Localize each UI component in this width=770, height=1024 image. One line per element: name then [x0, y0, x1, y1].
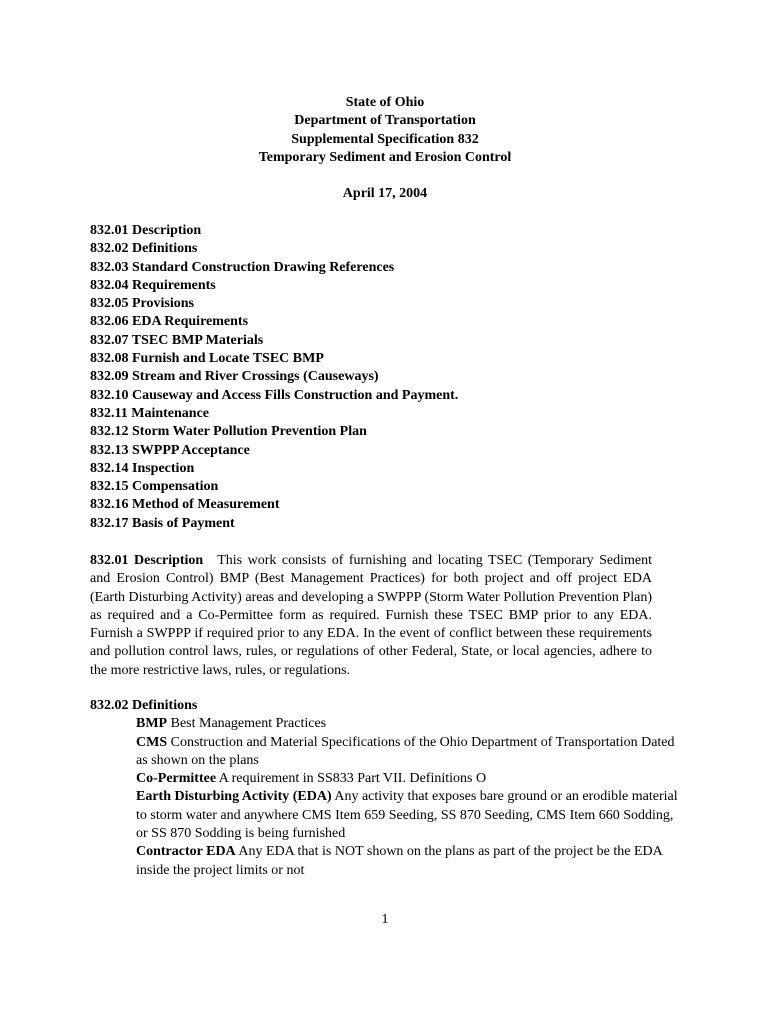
toc-item: 832.17 Basis of Payment [90, 515, 235, 531]
definition-text: Any activity that exposes bare ground or an erodible material to storm water and anywhere CMS Item 659 Seeding, SS 870 Seeding, CMS Item 660 Sodding, or SS 870 Sodding is being furnished [136, 789, 678, 842]
definitions-list [136, 715, 681, 880]
toc-item: 832.13 SWPPP Acceptance [90, 442, 250, 458]
definition-term: Contractor EDA [136, 844, 236, 860]
definition-item [136, 788, 681, 843]
header-date: April 17, 2004 [342, 186, 428, 202]
toc-item: 832.04 Requirements [90, 277, 216, 293]
definition-item [136, 843, 681, 880]
definition-term: BMP [136, 716, 168, 732]
definition-term: CMS [136, 734, 168, 750]
page-number: 1 [381, 912, 389, 927]
definition-item [136, 734, 681, 771]
toc-item: 832.09 Stream and River Crossings (Causeways) [90, 369, 379, 385]
header-title: Temporary Sediment and Erosion Control [258, 149, 512, 165]
toc-item: 832.14 Inspection [90, 460, 195, 476]
toc-item: 832.12 Storm Water Pollution Prevention Plan [90, 424, 367, 440]
definition-text: Best Management Practices [170, 716, 327, 732]
definition-term: Earth Disturbing Activity (EDA) [136, 789, 332, 805]
toc-item: 832.08 Furnish and Locate TSEC BMP [90, 351, 324, 367]
toc-item: 832.02 Definitions [90, 241, 198, 257]
section-description [90, 552, 652, 680]
section-definitions-title: 832.02 Definitions [90, 698, 198, 713]
section-description-body: This work consists of furnishing and locating TSEC (Temporary Sediment and Erosion Control) BMP (Best Management Practices) for both project and off project EDA (Earth Disturbing Activity) areas and developing a SWPPP (Storm Water Pollution Prevention Plan) as required and a Co-Permittee form as required. Furnish these TSEC BMP prior to any EDA. Furnish a SWPPP if required prior to any EDA. In the event of conflict between these requirements and pollution control laws, rules, or regulations of other Federal, State, or local agencies, adhere to the more restrictive laws, rules, or regulations. [90, 553, 652, 678]
definition-item [136, 770, 681, 788]
table-of-contents [90, 222, 690, 533]
header-specification: Supplemental Specification 832 [291, 131, 479, 147]
toc-item: 832.15 Compensation [90, 479, 219, 495]
definition-text: A requirement in SS833 Part VII. Definitions O [218, 771, 487, 787]
toc-item: 832.05 Provisions [90, 296, 194, 312]
definition-item [136, 715, 681, 733]
toc-item: 832.01 Description [90, 223, 202, 238]
header-state: State of Ohio [345, 95, 425, 110]
toc-item: 832.07 TSEC BMP Materials [90, 332, 264, 348]
header-department: Department of Transportation [294, 113, 476, 129]
document-header [0, 94, 770, 203]
toc-item: 832.10 Causeway and Access Fills Construction and Payment. [90, 387, 459, 403]
definition-text: Construction and Material Specifications of the Ohio Department of Transportation Dated as shown on the plans [136, 734, 675, 768]
definition-text: Any EDA that is NOT shown on the plans as part of the project be the EDA inside the project limits or not [136, 844, 662, 878]
toc-item: 832.03 Standard Construction Drawing References [90, 259, 395, 275]
toc-item: 832.16 Method of Measurement [90, 497, 280, 513]
definition-term: Co-Permittee [136, 771, 217, 787]
section-definitions [90, 697, 682, 880]
toc-item: 832.06 EDA Requirements [90, 314, 249, 330]
toc-item: 832.11 Maintenance [90, 405, 209, 421]
section-description-title: 832.01 Description [90, 553, 204, 568]
